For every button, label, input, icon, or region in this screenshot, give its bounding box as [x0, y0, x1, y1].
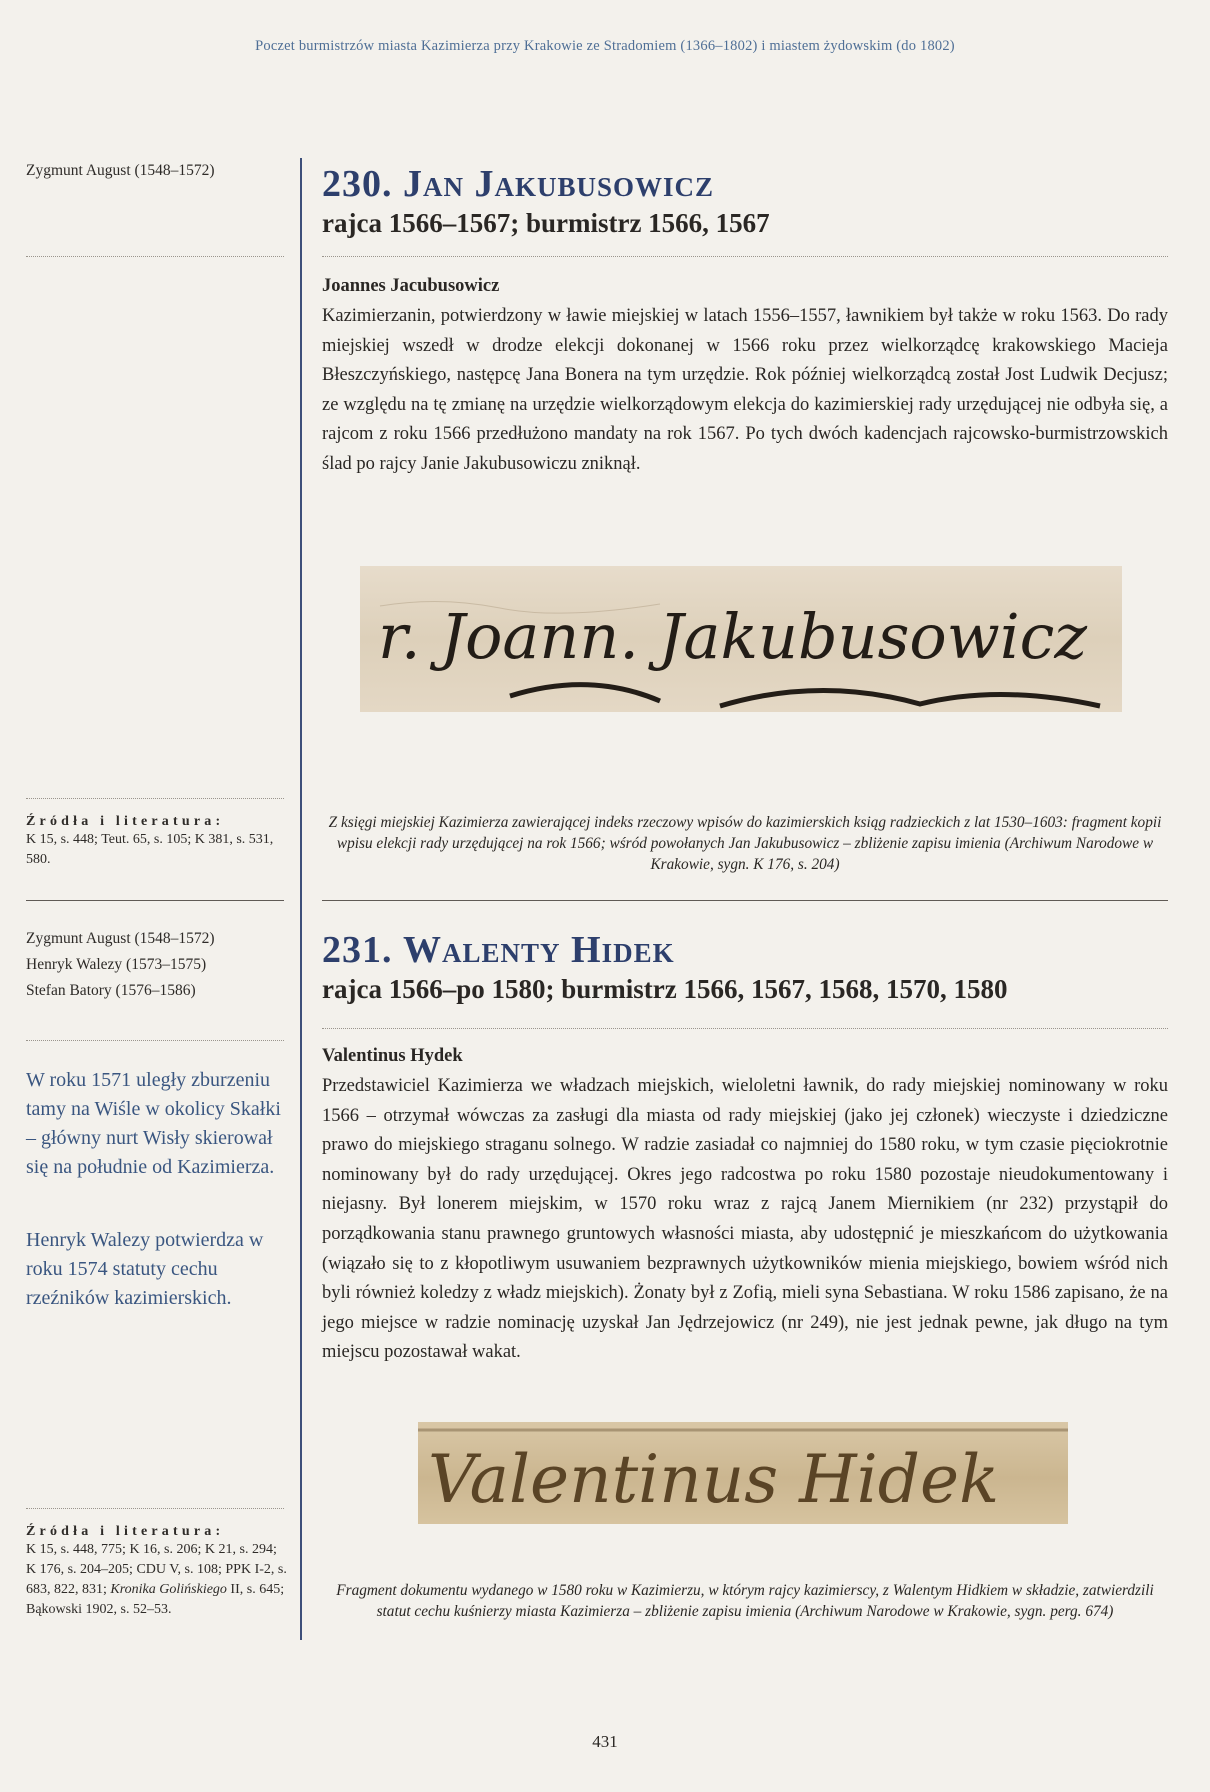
reign-item: Zygmunt August (1548–1572)	[26, 162, 215, 179]
handwriting-image	[360, 566, 1122, 712]
handwriting-text: Valentinus Hidek	[428, 1441, 1000, 1518]
entry-231-subtitle: rajca 1566–po 1580; burmistrz 1566, 1567, 1568, 1570, 1580	[322, 974, 1008, 1004]
reign-item: Henryk Walezy (1573–1575)	[26, 956, 207, 973]
reign-list-230	[26, 158, 288, 184]
page-number: 431	[592, 1732, 618, 1751]
margin-note: W roku 1571 uległy zburzeniu tamy na Wiśle w okolicy Skałki – główny nurt Wisły skierował się na południe od Kazimierza.	[26, 1069, 281, 1178]
handwriting-image	[418, 1422, 1068, 1524]
sources-italic: Kronika Golińskiego	[110, 1582, 227, 1597]
entry-name: Walenty Hidek	[403, 929, 675, 971]
latin-name: Joannes Jacubusowicz	[322, 276, 500, 296]
margin-divider	[26, 1508, 284, 1509]
sources-heading: Źródła i literatura:	[26, 814, 225, 829]
entry-number: 231.	[322, 929, 393, 971]
sources-231	[26, 1524, 288, 1620]
column-divider	[300, 158, 302, 1640]
reign-list-231	[26, 926, 288, 1004]
margin-divider	[26, 256, 284, 257]
margin-divider	[26, 1040, 284, 1041]
entry-230-title	[322, 162, 1172, 206]
caption-230: Z księgi miejskiej Kazimierza zawierającej indeks rzeczowy wpisów do kazimierskich ksiąg radzieckich z lat 1530–1603: fragment kopii wpisu elekcji rady urzędującej na rok 1566; wśród powołanych Jan Jakubusowicz – zbliżenie zapisu imienia (Archiwum Narodowe w Krakowie, sygn. K 176, s. 204)	[328, 814, 1162, 873]
margin-divider	[26, 798, 284, 799]
entry-230-body: Kazimierzanin, potwierdzony w ławie miejskiej w latach 1556–1557, ławnikiem był także w roku 1563. Do rady miejskiej wszedł w drodze elekcji dokonanej w 1566 roku przez wielkorządcę krakowskiego Macieja Błeszczyńskiego, następcę Jana Bonera na tym urzędzie. Rok później wielkorządcą został Jost Ludwik Decjusz; ze względu na tę zmianę na urzędzie wielkorządowym elekcja do kazimierskiej rady urzędującej nie odbyła się, a rajcom z roku 1566 przedłużono mandaty na rok 1567. Po tych dwóch kadencjach rajcowsko-burmistrzowskich ślad po rajcy Janie Jakubusowiczu zniknął.	[322, 306, 1168, 474]
reign-item: Zygmunt August (1548–1572)	[26, 930, 215, 947]
sources-heading: Źródła i literatura:	[26, 1524, 225, 1539]
entry-separator	[322, 900, 1168, 901]
margin-note: Henryk Walezy potwierdza w roku 1574 statuty cechu rzeźników kazimierskich.	[26, 1229, 264, 1309]
entry-divider	[322, 1028, 1168, 1029]
handwriting-text: r. Joann. Jakubusowicz	[378, 600, 1088, 673]
entry-230-subtitle: rajca 1566–1567; burmistrz 1566, 1567	[322, 208, 770, 238]
running-header: Poczet burmistrzów miasta Kazimierza przy Krakowie ze Stradomiem (1366–1802) i miastem żydowskim (do 1802)	[255, 38, 955, 54]
caption-231: Fragment dokumentu wydanego w 1580 roku w Kazimierzu, w którym rajcy kazimierscy, z Walentym Hidkiem w składzie, zatwierdzili statut cechu kuśnierzy miasta Kazimierza – zbliżenie zapisu imienia (Archiwum Narodowe w Krakowie, sygn. perg. 674)	[336, 1582, 1154, 1620]
margin-divider	[26, 900, 284, 901]
sources-text: K 15, s. 448, 775; K 16, s. 206; K 21, s. 294; K 176, s. 204–205; CDU V, s. 108; PPK I-2, s. 683, 822, 831; Kronika Golińskiego II, s. 645; Bąkowski 1902, s. 52–53.	[26, 1542, 287, 1617]
entry-number: 230.	[322, 163, 393, 205]
sources-text: K 15, s. 448; Teut. 65, s. 105; K 381, s. 531, 580.	[26, 832, 274, 867]
latin-name: Valentinus Hydek	[322, 1046, 463, 1066]
reign-item: Stefan Batory (1576–1586)	[26, 982, 196, 999]
entry-231-title	[322, 928, 1172, 972]
manuscript-image-231	[418, 1422, 1068, 1524]
entry-divider	[322, 256, 1168, 257]
sources-230	[26, 814, 288, 870]
manuscript-image-230	[360, 566, 1122, 712]
entry-231-body: Przedstawiciel Kazimierza we władzach miejskich, wieloletni ławnik, do rady miejskiej nominowany w roku 1566 – otrzymał wówczas za zasługi dla miasta od rady miejskiej (jako jej członek) wieczyste i dziedziczne prawo do miejskiego straganu solnego. W radzie zasiadał co najmniej do 1580 roku, w tym czasie pięciokrotnie nominowany był do rady urzędującej. Okres jego radcostwa po roku 1580 pozostaje nieudokumentowany i niejasny. Był lonerem miejskim, w 1570 roku wraz z rajcą Janem Miernikiem (nr 232) przystąpił do porządkowania stanu prawnego gruntowych własności miasta, aby udostępnić je mieszkańcom do użytkowania (wiązało się to z kłopotliwym usuwaniem bezprawnych użytkowników mienia miejskiego, bowiem wśród nich byli również koledzy z władz miejskich). Żonaty był z Zofią, mieli syna Sebastiana. W roku 1586 zapisano, że na jego miejsce w radzie nominację uzyskał Jan Jędrzejowicz (nr 249), nie jest jednak pewne, jak długo na tym miejscu pozostawał wakat.	[322, 1076, 1168, 1363]
entry-name: Jan Jakubusowicz	[403, 163, 715, 205]
